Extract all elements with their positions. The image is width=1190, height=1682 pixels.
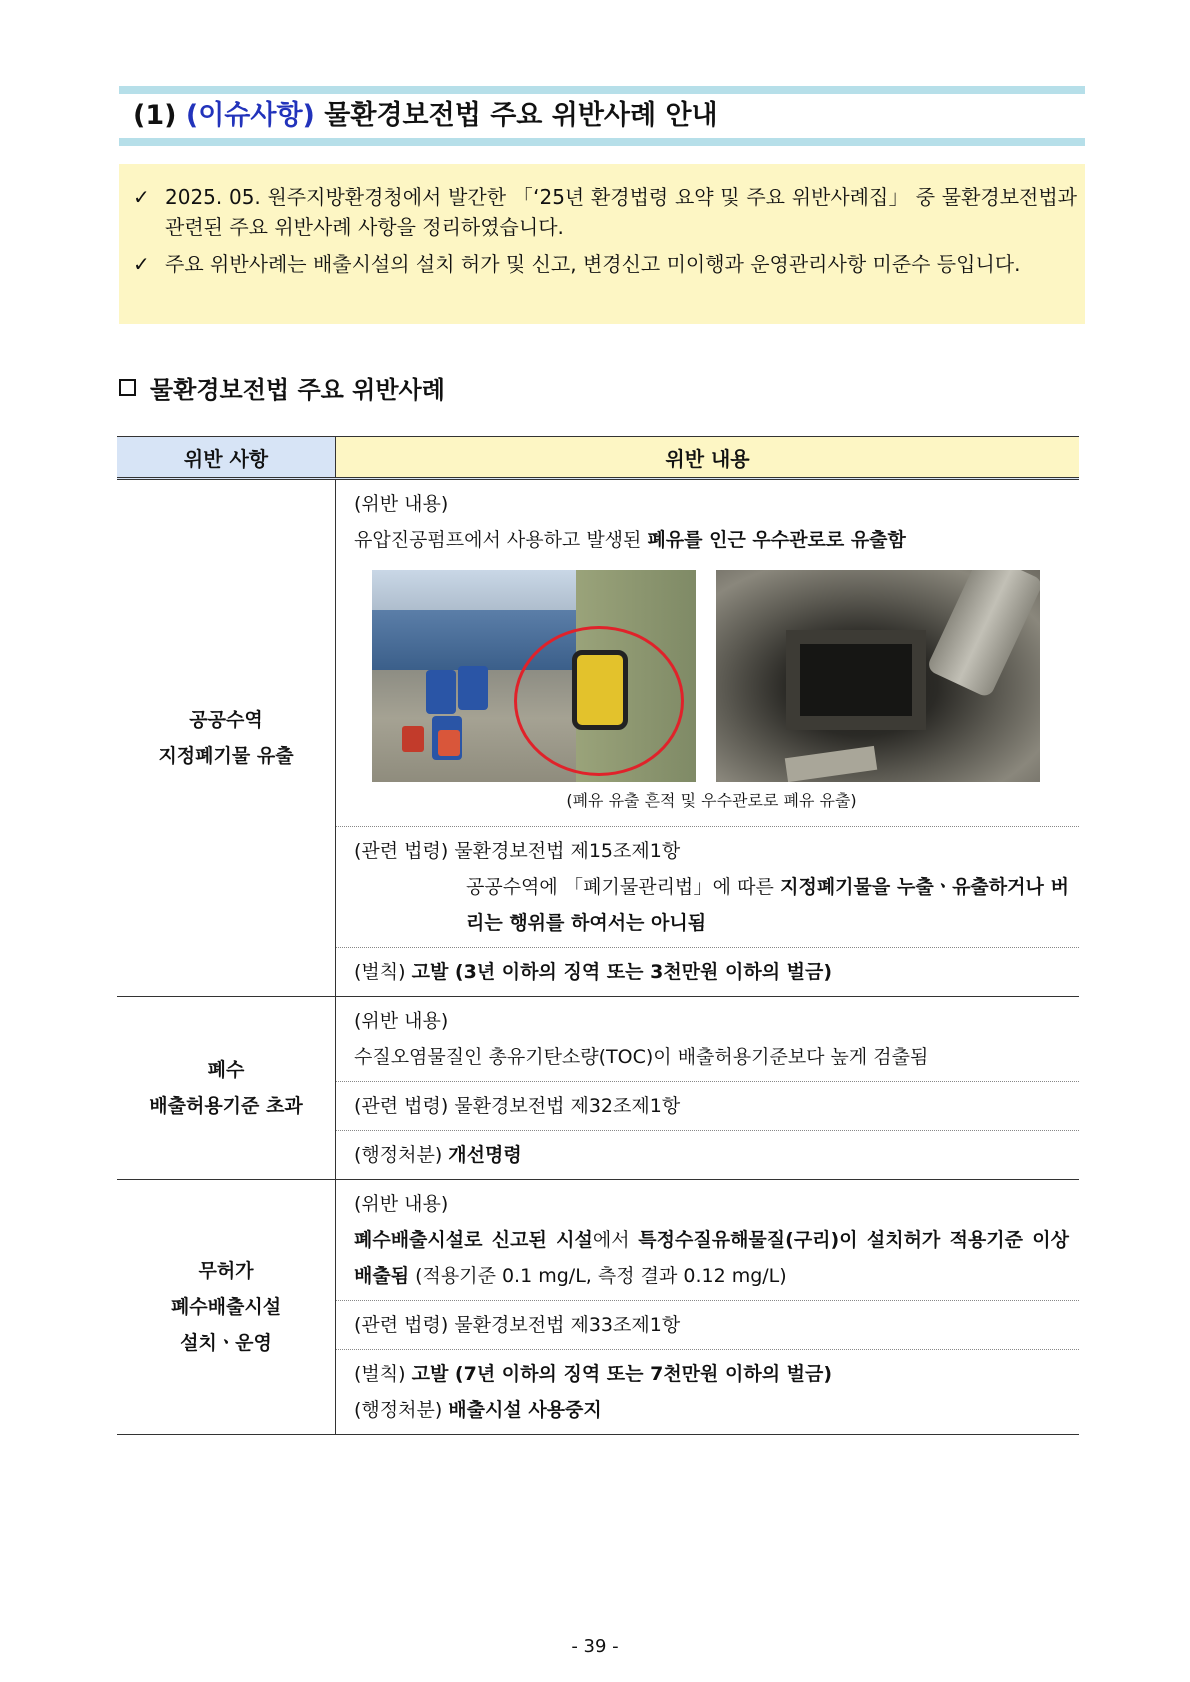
summary-item — [133, 249, 1077, 279]
storm-drain-photo — [716, 570, 1040, 782]
penalty-cell: (벌칙) 고발 (7년 이하의 징역 또는 7천만원 이하의 벌금) (행정처분) 배출시설 사용중지 — [354, 1363, 833, 1421]
photo-caption: (폐유 유출 흔적 및 우수관로로 폐유 유출) — [566, 791, 857, 810]
title-bar — [119, 86, 1085, 146]
content-tag: (위반 내용) — [354, 493, 449, 515]
page-number: - 39 - — [571, 1636, 619, 1657]
oil-leak-photo — [372, 570, 696, 782]
row-details — [336, 1180, 1079, 1434]
category-line: 배출허용기준 초과 — [149, 1095, 303, 1117]
category-line: 폐수배출시설 — [170, 1296, 282, 1318]
violation-content-cell — [336, 997, 1079, 1082]
page-title — [133, 98, 718, 134]
title-text: 물환경보전법 주요 위반사례 안내 — [324, 100, 718, 131]
title-band-top — [119, 86, 1085, 94]
row-category — [117, 1180, 336, 1434]
row-category — [117, 480, 336, 996]
category-line: 지정폐기물 유출 — [158, 745, 294, 767]
category-line: 공공수역 — [189, 709, 263, 731]
photo-group — [372, 570, 1069, 782]
law-detail: 공공수역에 「폐기물관리법」에 따른 지정폐기물을 누출ㆍ유출하거나 버리는 행위를 하여서는 아니됨 — [466, 876, 1069, 934]
related-law-cell: (관련 법령) 물환경보전법 제33조제1항 — [336, 1301, 1079, 1350]
penalty-cell: (벌칙) 고발 (3년 이하의 징역 또는 3천만원 이하의 벌금) — [354, 961, 833, 983]
content-text: 유압진공펌프에서 사용하고 발생된 폐유를 인근 우수관로로 유출함 — [354, 529, 906, 551]
summary-text: 주요 위반사례는 배출시설의 설치 허가 및 신고, 변경신고 미이행과 운영관리사항 미준수 등입니다. — [165, 252, 1021, 276]
row-details — [336, 997, 1079, 1179]
title-number: (1) — [133, 100, 177, 131]
table-row — [117, 997, 1079, 1180]
content-tag: (위반 내용) — [354, 1010, 449, 1032]
violation-table — [117, 436, 1079, 1435]
title-issue-tag: (이슈사항) — [185, 100, 315, 131]
violation-content-cell — [336, 480, 1079, 827]
content-tag: (위반 내용) — [354, 1193, 449, 1215]
related-law-cell — [336, 827, 1079, 948]
content-text: 폐수배출시설로 신고된 시설에서 특정수질유해물질(구리)이 설치허가 적용기준 이상 배출됨 (적용기준 0.1 mg/L, 측정 결과 0.12 mg/L) — [354, 1229, 1069, 1287]
summary-item — [133, 182, 1077, 242]
table-row — [117, 480, 1079, 997]
related-law-cell: (관련 법령) 물환경보전법 제32조제1항 — [336, 1082, 1079, 1131]
category-line: 무허가 — [198, 1260, 254, 1282]
row-category — [117, 997, 336, 1179]
violation-content-cell — [336, 1180, 1079, 1301]
section-heading-text: 물환경보전법 주요 위반사례 — [150, 376, 445, 404]
check-icon: ✓ — [133, 185, 150, 209]
row-details — [336, 480, 1079, 996]
check-icon: ✓ — [133, 252, 150, 276]
title-band-bottom — [119, 138, 1085, 146]
admin-action-cell: (행정처분) 개선명령 — [354, 1144, 522, 1166]
section-heading — [119, 370, 445, 405]
summary-box — [119, 164, 1085, 324]
header-violation-item: 위반 사항 — [117, 437, 336, 477]
square-bullet-icon — [119, 379, 136, 396]
table-header — [117, 436, 1079, 480]
content-text: 수질오염물질인 총유기탄소량(TOC)이 배출허용기준보다 높게 검출됨 — [354, 1046, 929, 1068]
category-line: 폐수 — [207, 1059, 245, 1081]
summary-text: 2025. 05. 원주지방환경청에서 발간한 「‘25년 환경법령 요약 및 주요 위반사례집」 중 물환경보전법과 관련된 주요 위반사례 사항을 정리하였습니다. — [165, 185, 1077, 239]
header-violation-content: 위반 내용 — [336, 437, 1079, 477]
category-line: 설치ㆍ운영 — [180, 1332, 272, 1354]
table-row — [117, 1180, 1079, 1435]
law-line: (관련 법령) 물환경보전법 제15조제1항 — [354, 840, 681, 862]
